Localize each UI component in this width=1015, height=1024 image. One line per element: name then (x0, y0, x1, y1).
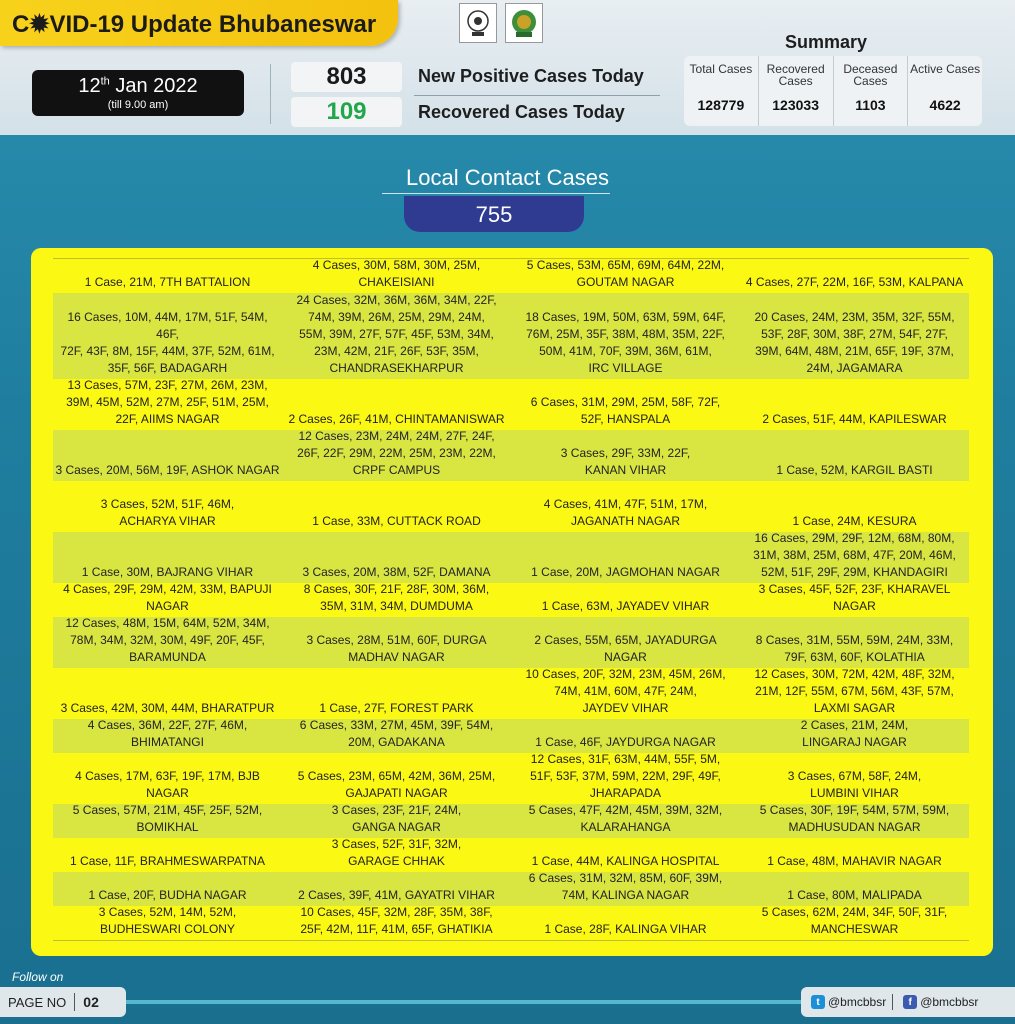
table-row (53, 753, 969, 804)
table-cell: 4 Cases, 41M, 47F, 51M, 17M, JAGANATH NAGAR (543, 497, 708, 528)
table-cell: 6 Cases, 33M, 27M, 45M, 39F, 54M, 20M, GADAKANA (299, 718, 494, 749)
page-number-label: PAGE NO (8, 994, 67, 1010)
new-positive-label: New Positive Cases Today (418, 66, 644, 86)
table-cell: 3 Cases, 29F, 33M, 22F, KANAN VIHAR (560, 446, 691, 477)
recovered-label: Recovered Cases Today (418, 102, 625, 122)
table-cell: 6 Cases, 31M, 32M, 85M, 60F, 39M, 74M, KALINGA NAGAR (528, 871, 723, 902)
table-cell: 1 Case, 11F, BRAHMESWARPATNA (70, 854, 265, 868)
report-date: 12th Jan 2022 (78, 75, 198, 97)
table-cell: 12 Cases, 23M, 24M, 24M, 27F, 24F, 26F, 22F, 29M, 22M, 25M, 23M, 22M, CRPF CAMPUS (297, 429, 496, 477)
table-cell: 5 Cases, 47F, 42M, 45M, 39M, 32M, KALARAHANGA (528, 803, 723, 834)
table-row (53, 481, 969, 532)
summary-box (684, 56, 982, 126)
summary-label: Active Cases (910, 62, 981, 76)
summary-value: 123033 (772, 97, 819, 113)
table-cell: 1 Case, 52M, KARGIL BASTI (776, 463, 933, 477)
odisha-emblem-logo (459, 3, 497, 43)
table-cell: 12 Cases, 30M, 72M, 42M, 48F, 32M, 21M, 12F, 55M, 67M, 56M, 43F, 57M, LAXMI SAGAR (754, 667, 955, 715)
table-cell: 1 Case, 21M, 7TH BATTALION (84, 275, 251, 289)
table-cell: 1 Case, 80M, MALIPADA (787, 888, 922, 902)
twitter-icon[interactable]: t (811, 995, 825, 1009)
table-row (53, 430, 969, 481)
divider (382, 193, 610, 194)
table-cell: 4 Cases, 36M, 22F, 27F, 46M, BHIMATANGI (87, 718, 248, 749)
table-row (53, 906, 969, 940)
table-row (53, 259, 969, 293)
table-cell: 12 Cases, 48M, 15M, 64M, 52M, 34M, 78M, 34M, 32M, 30M, 49F, 20F, 45F, BARAMUNDA (65, 616, 270, 664)
divider (414, 95, 660, 96)
table-row (53, 838, 969, 872)
page-title: C✹VID-19 Update Bhubaneswar (12, 11, 377, 38)
table-row (53, 719, 969, 753)
table-cell: 5 Cases, 62M, 24M, 34F, 50F, 31F, MANCHESWAR (761, 905, 948, 936)
table-cell: 3 Cases, 45F, 52F, 23F, KHARAVEL NAGAR (758, 582, 951, 613)
table-cell: 1 Case, 33M, CUTTACK ROAD (312, 514, 481, 528)
table-cell: 20 Cases, 24M, 23M, 35M, 32F, 55M, 53F, 28F, 30M, 38F, 27M, 54F, 27F, 39M, 64M, 48M, 21M, 65F, 19F, 37M, 24M, JAGAMARA (754, 310, 955, 375)
table-cell: 1 Case, 27F, FOREST PARK (319, 701, 474, 715)
table-cell: 3 Cases, 52F, 31F, 32M, GARAGE CHHAK (331, 837, 462, 868)
follow-on-label: Follow on (12, 970, 64, 984)
table-cell: 4 Cases, 29F, 29M, 42M, 33M, BAPUJI NAGAR (63, 582, 272, 613)
table-cell: 3 Cases, 20M, 38M, 52F, DAMANA (302, 565, 491, 579)
summary-value: 128779 (697, 97, 745, 113)
page-number: 02 (83, 994, 99, 1010)
table-cell: 3 Cases, 42M, 30M, 44M, BHARATPUR (60, 701, 275, 715)
table-cell: 3 Cases, 52M, 14M, 52M, BUDHESWARI COLONY (98, 905, 237, 936)
summary-label: Deceased Cases (843, 62, 898, 88)
page-number-box (0, 987, 126, 1017)
divider (74, 993, 75, 1011)
summary-value: 4622 (929, 97, 961, 113)
table-cell: 3 Cases, 67M, 58F, 24M, LUMBINI VIHAR (787, 769, 922, 800)
table-cell: 5 Cases, 23M, 65M, 42M, 36M, 25M, GAJAPATI NAGAR (297, 769, 496, 800)
divider (270, 64, 271, 124)
cases-panel (31, 248, 993, 956)
table-row (53, 379, 969, 430)
facebook-handle[interactable]: @bmcbbsr (920, 995, 979, 1009)
table-cell: 1 Case, 63M, JAYADEV VIHAR (541, 599, 710, 613)
table-cell: 1 Case, 30M, BAJRANG VIHAR (81, 565, 254, 579)
table-cell: 16 Cases, 29M, 29F, 12M, 68M, 80M, 31M, 38M, 25M, 68M, 47F, 20M, 46M, 52M, 51F, 29F, 29M, KHANDAGIRI (753, 531, 956, 579)
table-row (53, 583, 969, 617)
footer-bar (126, 1000, 801, 1004)
table-cell: 1 Case, 24M, KESURA (792, 514, 917, 528)
table-cell: 4 Cases, 27F, 22M, 16F, 53M, KALPANA (745, 275, 964, 289)
table-cell: 4 Cases, 30M, 58M, 30M, 25M, CHAKEISIANI (312, 258, 481, 289)
table-cell: 24 Cases, 32M, 36M, 36M, 34M, 22F, 74M, 39M, 26M, 25M, 29M, 24M, 55M, 39M, 27F, 57F, 45F, 53M, 34M, 23M, 42M, 21F, 26F, 53F, 35M, CHANDRASEKHARPUR (296, 293, 497, 375)
table-cell: 12 Cases, 31F, 63M, 44M, 55F, 5M, 51F, 53F, 37M, 59M, 22M, 29F, 49F, JHARAPADA (530, 752, 721, 800)
table-cell: 6 Cases, 31M, 29M, 25M, 58F, 72F, 52F, HANSPALA (530, 395, 721, 426)
table-row (53, 804, 969, 838)
table-cell: 1 Case, 46F, JAYDURGA NAGAR (535, 735, 716, 749)
cases-table (53, 258, 969, 941)
twitter-handle[interactable]: @bmcbbsr (828, 995, 887, 1009)
header (0, 0, 1015, 135)
table-cell: 3 Cases, 20M, 56M, 19F, ASHOK NAGAR (55, 463, 280, 477)
title-ribbon (0, 0, 398, 46)
table-row (53, 532, 969, 583)
table-cell: 18 Cases, 19M, 50M, 63M, 59M, 64F, 76M, 25M, 35F, 38M, 48M, 35M, 22F, 50M, 41M, 70F, 39M, 36M, 61M, IRC VILLAGE (525, 310, 726, 375)
divider (892, 994, 893, 1010)
date-box (32, 70, 244, 116)
summary-label: Total Cases (689, 62, 753, 76)
table-cell: 2 Cases, 26F, 41M, CHINTAMANISWAR (288, 412, 505, 426)
recovered-count: 109 (291, 97, 402, 127)
bmc-logo (505, 3, 543, 43)
table-cell: 1 Case, 20F, BUDHA NAGAR (88, 888, 247, 902)
table-cell: 1 Case, 44M, KALINGA HOSPITAL (531, 854, 720, 868)
table-cell: 13 Cases, 57M, 23F, 27M, 26M, 23M, 39M, 45M, 52M, 27M, 25F, 51M, 25M, 22F, AIIMS NAGAR (66, 378, 269, 426)
table-row (53, 293, 969, 379)
table-cell: 8 Cases, 31M, 55M, 59M, 24M, 33M, 79F, 63M, 60F, KOLATHIA (755, 633, 954, 664)
table-cell: 2 Cases, 39F, 41M, GAYATRI VIHAR (298, 888, 495, 902)
summary-recovered (759, 56, 834, 126)
local-contact-count: 755 (404, 196, 584, 232)
social-links (801, 987, 1015, 1017)
report-date-note: (till 9.00 am) (107, 99, 169, 111)
table-cell: 3 Cases, 23F, 21F, 24M, GANGA NAGAR (331, 803, 462, 834)
table-row (53, 617, 969, 668)
table-cell: 2 Cases, 51F, 44M, KAPILESWAR (762, 412, 947, 426)
table-cell: 5 Cases, 57M, 21M, 45F, 25F, 52M, BOMIKHAL (72, 803, 263, 834)
table-cell: 10 Cases, 20F, 32M, 23M, 45M, 26M, 74M, 41M, 60M, 47F, 24M, JAYDEV VIHAR (525, 667, 726, 715)
table-cell: 2 Cases, 21M, 24M, LINGARAJ NAGAR (800, 718, 909, 749)
table-cell: 1 Case, 48M, MAHAVIR NAGAR (767, 854, 942, 868)
local-contact-title: Local Contact Cases (406, 165, 609, 190)
table-row (53, 668, 969, 719)
table-cell: 1 Case, 28F, KALINGA VIHAR (544, 922, 707, 936)
logos (459, 3, 543, 43)
summary-title: Summary (785, 32, 868, 52)
summary-deceased (834, 56, 909, 126)
table-cell: 4 Cases, 17M, 63F, 19F, 17M, BJB NAGAR (75, 769, 260, 800)
facebook-icon[interactable]: f (903, 995, 917, 1009)
table-cell: 1 Case, 20M, JAGMOHAN NAGAR (531, 565, 720, 579)
table-cell: 2 Cases, 55M, 65M, JAYADURGA NAGAR (534, 633, 717, 664)
table-cell: 5 Cases, 53M, 65M, 69M, 64M, 22M, GOUTAM NAGAR (526, 258, 725, 289)
table-cell: 3 Cases, 52M, 51F, 46M, ACHARYA VIHAR (100, 497, 235, 528)
table-cell: 5 Cases, 30F, 19F, 54M, 57M, 59M, MADHUSUDAN NAGAR (759, 803, 950, 834)
summary-total (684, 56, 759, 126)
new-positive-count: 803 (291, 62, 402, 92)
table-cell: 8 Cases, 30F, 21F, 28F, 30M, 36M, 35M, 31M, 34M, DUMDUMA (303, 582, 490, 613)
table-row (53, 872, 969, 906)
table-cell: 10 Cases, 45F, 32M, 28F, 35M, 38F, 25F, 42M, 11F, 41M, 65F, GHATIKIA (300, 905, 493, 936)
summary-value: 1103 (855, 97, 886, 113)
summary-label: Recovered Cases (766, 62, 825, 88)
summary-active (908, 56, 982, 126)
table-cell: 3 Cases, 28M, 51M, 60F, DURGA MADHAV NAGAR (306, 633, 487, 664)
table-cell: 16 Cases, 10M, 44M, 17M, 51F, 54M, 46F, 72F, 43F, 8M, 15F, 44M, 37F, 52M, 61M, 35F, 56F, BADAGARH (60, 310, 275, 375)
